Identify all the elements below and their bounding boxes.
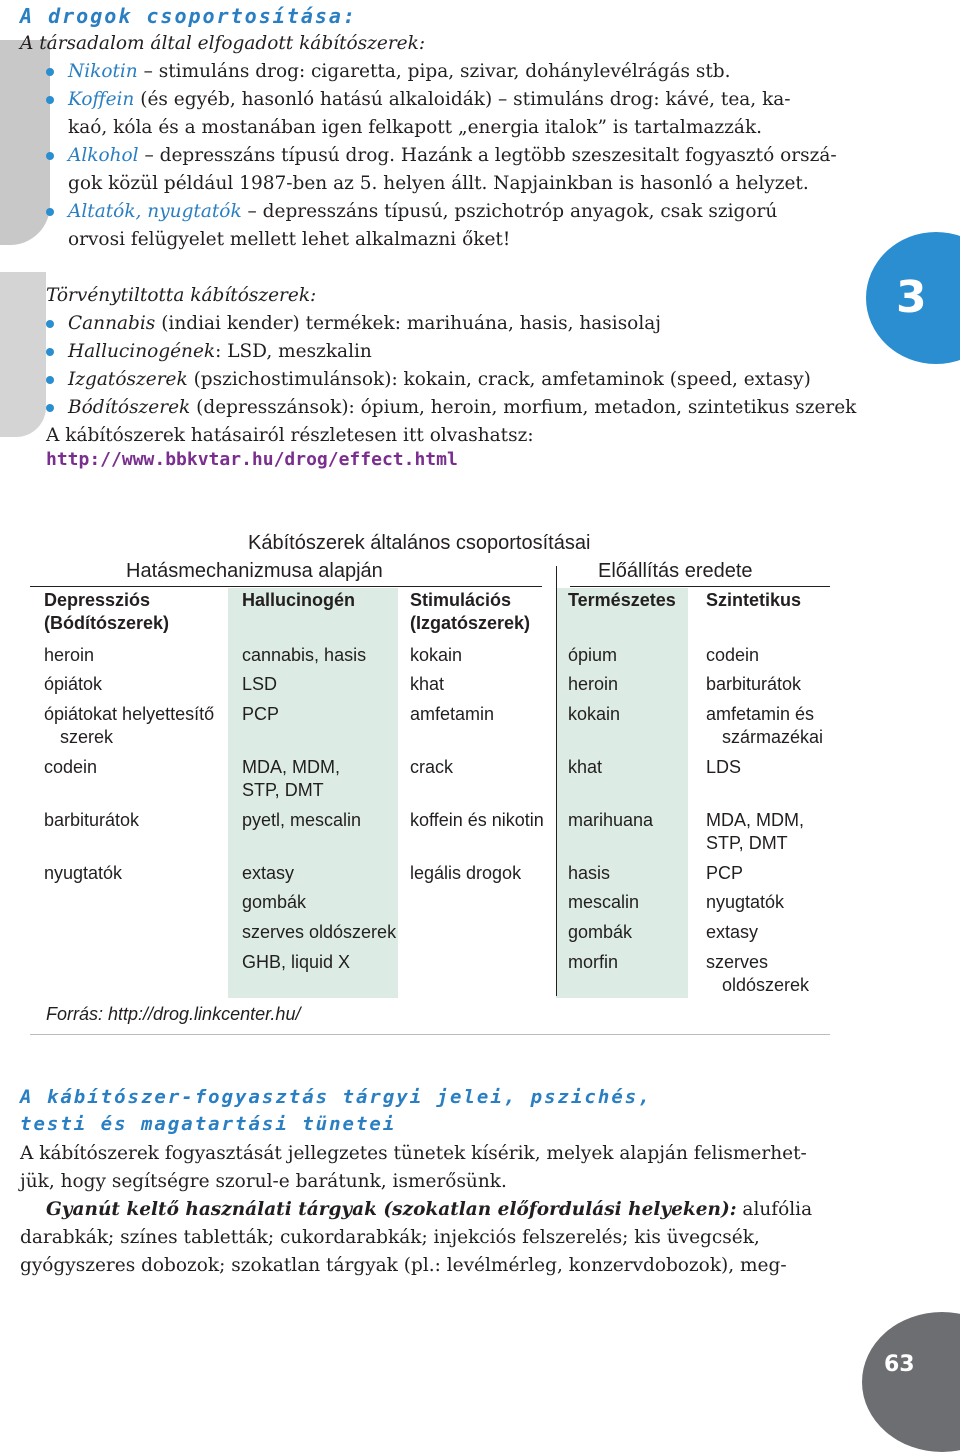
table-cell: LSD [242,674,278,694]
accepted-item-line [68,226,510,254]
table-cell: amfetamin és [706,704,815,724]
section-heading: A drogok csoportosítása: [20,4,357,28]
accepted-item-text: kaó, kóla és a mostanában igen felkapott „energia italok” is tartalmazzák. [68,117,763,138]
table-cell: gombák [568,922,633,942]
illegal-item-text: (indiai kender) termékek: marihuána, hasis, hasisolaj [161,313,662,334]
table-cell: gombák [242,892,307,912]
table-cell: khat [410,674,445,694]
illegal-item-term: Izgatószerek [68,369,188,390]
table-cell: extasy [242,863,295,883]
table-cell: STP, DMT [706,833,788,853]
table-header-cell: Hallucinogén [242,590,356,610]
accepted-item-line [68,86,791,114]
illegal-item-text: (pszichostimulánsok): kokain, crack, amfetaminok (speed, extasy) [193,369,811,390]
bullet-icon [46,376,54,384]
table-cell: hasis [568,863,611,883]
bullet-icon [46,208,54,216]
table-cell: szerves [706,952,769,972]
table-cell: GHB, liquid X [242,952,351,972]
section2-heading-line1: A kábítószer-fogyasztás tárgyi jelei, pszichés, [20,1086,652,1108]
section2-para2-line2: darabkák; színes tabletták; cukordarabkák; injekciós felszerelés; kis üvegcsék, [20,1227,760,1248]
accepted-item-text: – stimuláns drog: cigaretta, pipa, szivar, dohánylevélrágás stb. [143,61,731,82]
table-cell: kokain [568,704,621,724]
table-cell: crack [410,757,454,777]
accepted-item-term: Nikotin [68,61,138,82]
section2-para2-line1: Gyanút keltő használati tárgyak (szokatlan előfordulási helyeken): alufólia [46,1199,813,1220]
accepted-item-line [68,170,809,198]
table-cell: kokain [410,645,463,665]
bullet-icon [46,68,54,76]
table-cell: morfin [568,952,619,972]
more-info-text: A kábítószerek hatásairól részletesen itt olvashatsz: [46,425,534,446]
page-number-badge [862,1312,960,1452]
accepted-item-term: Koffein [68,89,135,110]
margin-decoration-top [0,40,50,245]
illegal-item [68,310,661,338]
table-cell: oldószerek [722,975,810,995]
accepted-item-line [68,114,762,142]
table-divider [556,566,557,996]
table-cell: koffein és nikotin [410,810,544,830]
bullet-icon [46,96,54,104]
table-cell: STP, DMT [242,780,324,800]
table-cell: ópiátok [44,674,103,694]
section2-heading-line2: testi és magatartási tünetei [20,1113,397,1135]
table-cell: PCP [706,863,744,883]
illegal-item-text: : LSD, meszkalin [215,341,372,362]
table-cell: barbiturátok [706,674,802,694]
table-cell: PCP [242,704,280,724]
table-header-cell: Természetes [568,590,676,610]
illegal-item-term: Bódítószerek [68,397,191,418]
table-cell: marihuana [568,810,654,830]
accepted-item-text: – depresszáns típusú, pszichotróp anyagok, csak szigorú [247,201,778,222]
table-group-mechanism: Hatásmechanizmusa alapján [126,560,383,582]
accepted-title: A társadalom által elfogadott kábítószerek: [20,33,426,54]
table-cell: nyugtatók [44,863,123,883]
illegal-title: Törvénytiltotta kábítószerek: [46,285,317,306]
accepted-item-line [68,58,731,86]
table-cell: legális drogok [410,863,522,883]
section2-para2-line3: gyógyszeres dobozok; szokatlan tárgyak (pl.: levélmérleg, konzervdobozok), meg- [20,1255,787,1276]
bullet-icon [46,348,54,356]
table-title: Kábítószerek általános csoportosításai [248,532,591,554]
table-cell: heroin [44,645,95,665]
accepted-item-text: gok közül például 1987-ben az 5. helyen állt. Napjainkban is hasonló a helyzet. [68,173,809,194]
illegal-item [68,338,372,366]
table-cell: LDS [706,757,742,777]
table-cell: szerves oldószerek [242,922,397,942]
table-top-rule [30,586,542,587]
table-header-cell: (Izgatószerek) [410,613,531,633]
table-header-cell: Szintetikus [706,590,802,610]
accepted-item-line [68,198,777,226]
bullet-icon [46,404,54,412]
table-cell: ópium [568,645,618,665]
table-cell: származékai [722,727,824,747]
table-cell: MDA, MDM, [242,757,340,777]
table-cell: cannabis, hasis [242,645,367,665]
accepted-item-line [68,142,837,170]
accepted-item-term: Alkohol [68,145,139,166]
table-cell: nyugtatók [706,892,785,912]
illegal-item-term: Hallucinogének [68,341,216,362]
suspicious-items-label: Gyanút keltő használati tárgyak (szokatlan előfordulási helyeken): [46,1199,737,1220]
chapter-number: 3 [896,272,927,323]
table-cell: heroin [568,674,619,694]
table-cell: amfetamin [410,704,495,724]
table-header-cell: Stimulációs [410,590,512,610]
illegal-item [68,394,856,422]
illegal-item-text: (depresszánsok): ópium, heroin, morfium, metadon, szintetikus szerek [196,397,857,418]
table-cell: extasy [706,922,759,942]
illegal-item [68,366,811,394]
table-cell: codein [706,645,760,665]
table-cell: szerek [60,727,114,747]
table-cell: pyetl, mescalin [242,810,362,830]
table-header-cell: (Bódítószerek) [44,613,170,633]
bullet-icon [46,320,54,328]
section2-para1-line1: A kábítószerek fogyasztását jellegzetes tünetek kísérik, melyek alapján felismerhet- [20,1143,807,1164]
accepted-item-term: Altatók, nyugtatók [68,201,242,222]
illegal-item-term: Cannabis [68,313,156,334]
table-source: Forrás: http://drog.linkcenter.hu/ [46,1004,301,1024]
table-top-rule-right [570,586,830,587]
table-cell: khat [568,757,603,777]
table-group-origin: Előállítás eredete [598,560,753,582]
page-number: 63 [884,1352,915,1377]
table-cell: mescalin [568,892,640,912]
section2-para1-line2: jük, hogy segítségre szorul-e barátunk, ismerősünk. [20,1171,507,1192]
table-bottom-rule [30,1034,830,1035]
effects-link[interactable]: http://www.bbkvtar.hu/drog/effect.html [46,449,458,470]
table-cell: MDA, MDM, [706,810,804,830]
accepted-item-text: (és egyéb, hasonló hatású alkaloidák) – stimuláns drog: kávé, tea, ka- [140,89,791,110]
table-header-cell: Depressziós [44,590,151,610]
table-cell: ópiátokat helyettesítő [44,704,215,724]
bullet-icon [46,152,54,160]
accepted-item-text: – depresszáns típusú drog. Hazánk a legtöbb szeszesitalt fogyasztó orszá- [144,145,837,166]
table-cell: codein [44,757,98,777]
accepted-item-text: orvosi felügyelet mellett lehet alkalmazni őket! [68,229,511,250]
margin-decoration-bottom [0,272,46,437]
table-cell: barbiturátok [44,810,140,830]
